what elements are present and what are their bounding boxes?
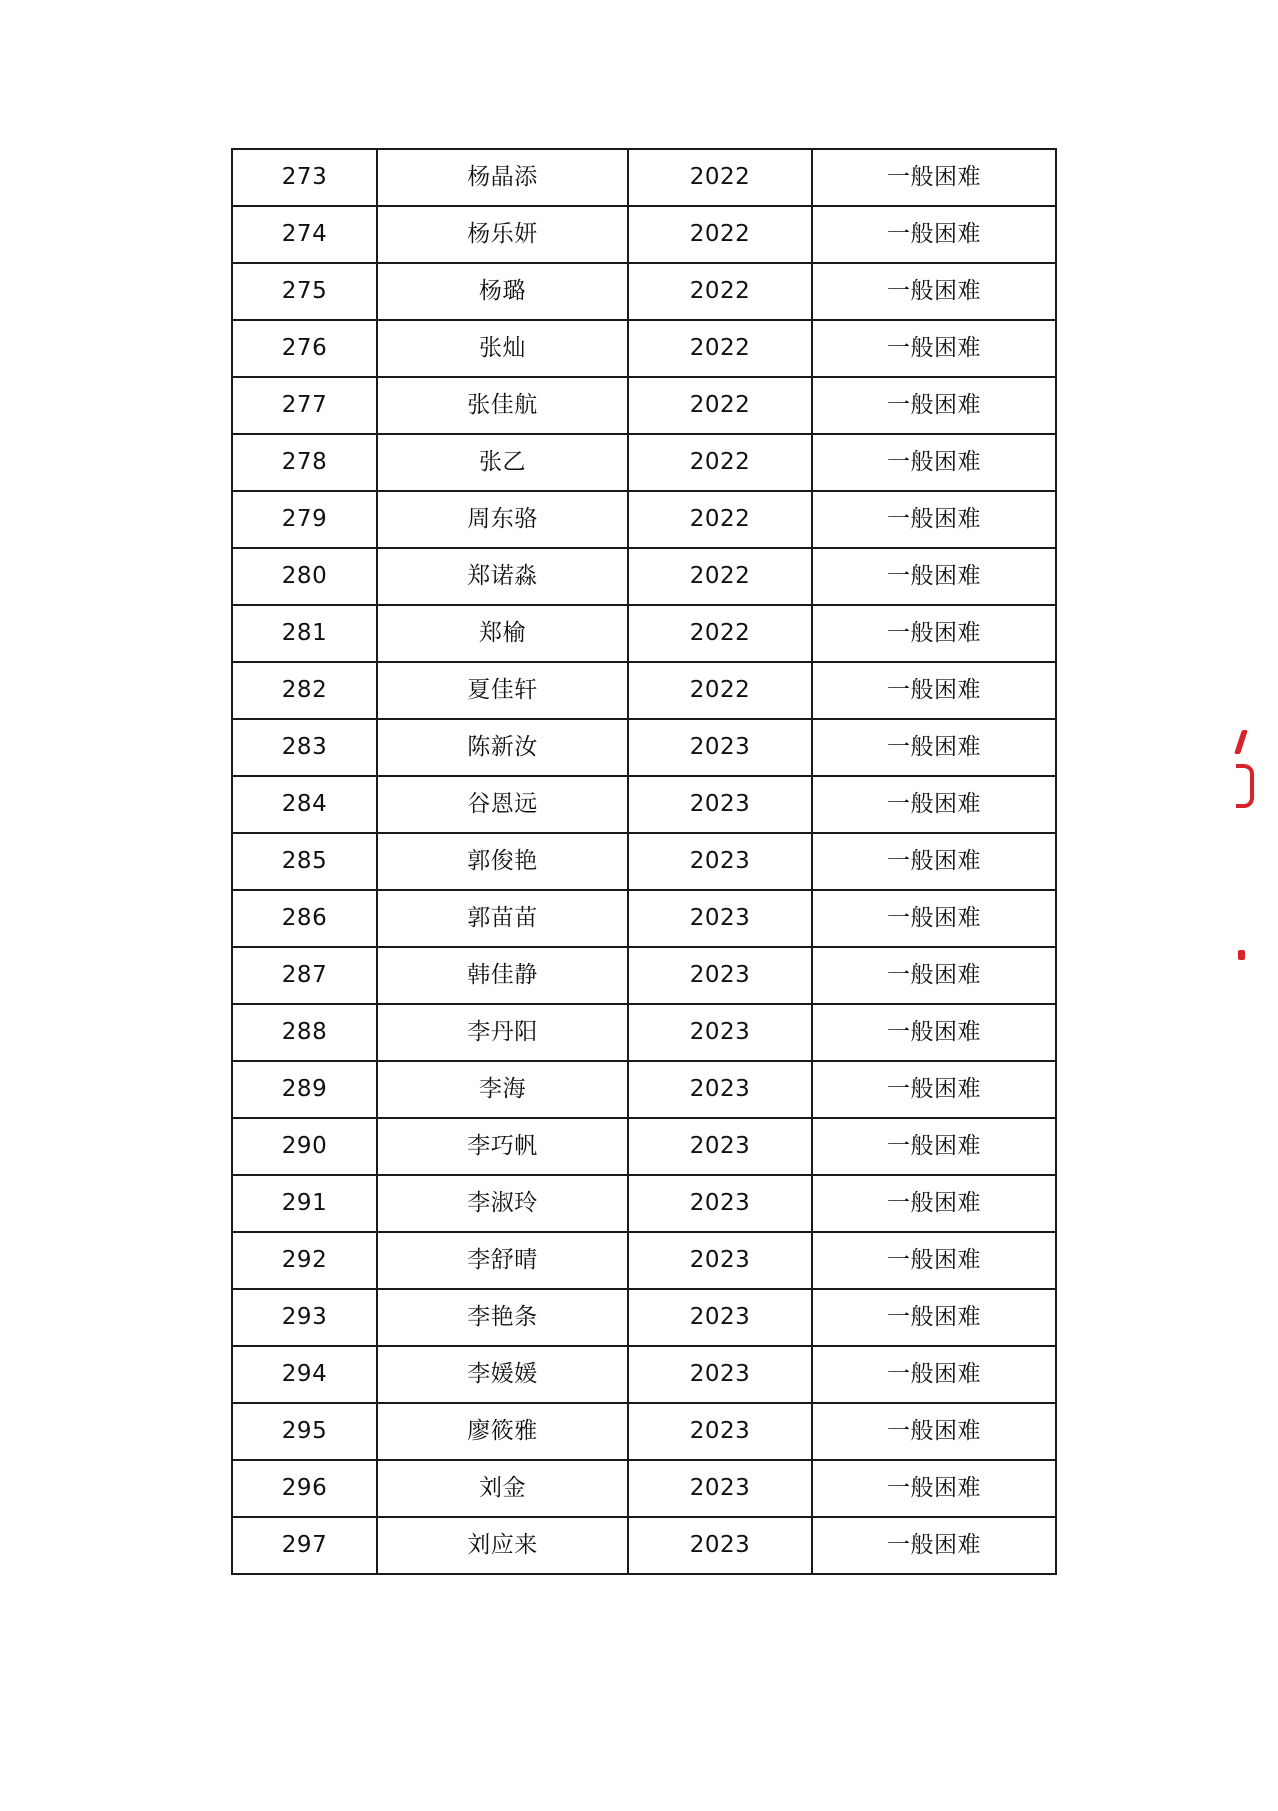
table-row [232, 434, 1056, 491]
student-name-cell: 张灿 [377, 320, 628, 377]
student-name-cell: 韩佳静 [377, 947, 628, 1004]
year-cell: 2022 [628, 206, 812, 263]
difficulty-level-cell: 一般困难 [812, 1232, 1056, 1289]
row-number-cell: 273 [232, 149, 377, 206]
student-name-cell: 李媛媛 [377, 1346, 628, 1403]
row-number-cell: 281 [232, 605, 377, 662]
table-row [232, 947, 1056, 1004]
student-name-cell: 张乙 [377, 434, 628, 491]
table-row [232, 149, 1056, 206]
year-cell: 2022 [628, 491, 812, 548]
seal-stroke [1234, 730, 1248, 754]
row-number-cell: 283 [232, 719, 377, 776]
year-cell: 2023 [628, 1232, 812, 1289]
table-row [232, 833, 1056, 890]
difficulty-level-cell: 一般困难 [812, 947, 1056, 1004]
difficulty-level-cell: 一般困难 [812, 833, 1056, 890]
table-row [232, 1004, 1056, 1061]
table-row [232, 719, 1056, 776]
student-name-cell: 廖筱雅 [377, 1403, 628, 1460]
row-number-cell: 285 [232, 833, 377, 890]
year-cell: 2022 [628, 263, 812, 320]
table-row [232, 491, 1056, 548]
year-cell: 2023 [628, 947, 812, 1004]
table-row [232, 662, 1056, 719]
student-name-cell: 杨乐妍 [377, 206, 628, 263]
student-name-cell: 李艳条 [377, 1289, 628, 1346]
year-cell: 2023 [628, 1175, 812, 1232]
student-name-cell: 李丹阳 [377, 1004, 628, 1061]
difficulty-level-cell: 一般困难 [812, 1517, 1056, 1574]
year-cell: 2022 [628, 320, 812, 377]
row-number-cell: 278 [232, 434, 377, 491]
table-row [232, 1346, 1056, 1403]
seal-stroke [1236, 764, 1254, 808]
row-number-cell: 290 [232, 1118, 377, 1175]
difficulty-level-cell: 一般困难 [812, 1004, 1056, 1061]
student-name-cell: 李淑玲 [377, 1175, 628, 1232]
row-number-cell: 282 [232, 662, 377, 719]
year-cell: 2022 [628, 662, 812, 719]
difficulty-level-cell: 一般困难 [812, 662, 1056, 719]
difficulty-level-cell: 一般困难 [812, 1175, 1056, 1232]
red-seal-fragment [1228, 730, 1278, 980]
table-row [232, 1403, 1056, 1460]
difficulty-level-cell: 一般困难 [812, 605, 1056, 662]
student-name-cell: 郑诺淼 [377, 548, 628, 605]
row-number-cell: 284 [232, 776, 377, 833]
year-cell: 2023 [628, 1289, 812, 1346]
table-row [232, 890, 1056, 947]
year-cell: 2023 [628, 1460, 812, 1517]
difficulty-level-cell: 一般困难 [812, 434, 1056, 491]
table-body [232, 149, 1056, 1574]
year-cell: 2023 [628, 833, 812, 890]
year-cell: 2023 [628, 719, 812, 776]
year-cell: 2022 [628, 548, 812, 605]
row-number-cell: 277 [232, 377, 377, 434]
year-cell: 2023 [628, 1004, 812, 1061]
difficulty-level-cell: 一般困难 [812, 263, 1056, 320]
row-number-cell: 274 [232, 206, 377, 263]
row-number-cell: 289 [232, 1061, 377, 1118]
table-row [232, 1460, 1056, 1517]
student-name-cell: 谷恩远 [377, 776, 628, 833]
table-row [232, 1517, 1056, 1574]
difficulty-level-cell: 一般困难 [812, 1118, 1056, 1175]
student-name-cell: 郭苗苗 [377, 890, 628, 947]
table-row [232, 1232, 1056, 1289]
student-name-cell: 陈新汝 [377, 719, 628, 776]
difficulty-level-cell: 一般困难 [812, 776, 1056, 833]
difficulty-level-cell: 一般困难 [812, 1403, 1056, 1460]
year-cell: 2023 [628, 776, 812, 833]
student-name-cell: 杨璐 [377, 263, 628, 320]
year-cell: 2022 [628, 377, 812, 434]
year-cell: 2023 [628, 890, 812, 947]
row-number-cell: 297 [232, 1517, 377, 1574]
table-row [232, 263, 1056, 320]
difficulty-level-cell: 一般困难 [812, 719, 1056, 776]
student-list-table [231, 148, 1057, 1575]
row-number-cell: 295 [232, 1403, 377, 1460]
difficulty-level-cell: 一般困难 [812, 1061, 1056, 1118]
student-name-cell: 夏佳轩 [377, 662, 628, 719]
student-name-cell: 周东骆 [377, 491, 628, 548]
row-number-cell: 279 [232, 491, 377, 548]
table-row [232, 548, 1056, 605]
difficulty-level-cell: 一般困难 [812, 149, 1056, 206]
row-number-cell: 294 [232, 1346, 377, 1403]
student-name-cell: 郭俊艳 [377, 833, 628, 890]
row-number-cell: 292 [232, 1232, 377, 1289]
student-name-cell: 刘应来 [377, 1517, 628, 1574]
difficulty-level-cell: 一般困难 [812, 548, 1056, 605]
year-cell: 2023 [628, 1517, 812, 1574]
difficulty-level-cell: 一般困难 [812, 320, 1056, 377]
year-cell: 2023 [628, 1403, 812, 1460]
row-number-cell: 288 [232, 1004, 377, 1061]
difficulty-level-cell: 一般困难 [812, 1460, 1056, 1517]
table-row [232, 1175, 1056, 1232]
student-name-cell: 李舒晴 [377, 1232, 628, 1289]
difficulty-level-cell: 一般困难 [812, 890, 1056, 947]
year-cell: 2022 [628, 434, 812, 491]
row-number-cell: 287 [232, 947, 377, 1004]
row-number-cell: 291 [232, 1175, 377, 1232]
student-name-cell: 张佳航 [377, 377, 628, 434]
student-name-cell: 郑榆 [377, 605, 628, 662]
difficulty-level-cell: 一般困难 [812, 491, 1056, 548]
table-row [232, 206, 1056, 263]
table-row [232, 377, 1056, 434]
year-cell: 2023 [628, 1061, 812, 1118]
row-number-cell: 275 [232, 263, 377, 320]
row-number-cell: 280 [232, 548, 377, 605]
table-row [232, 1061, 1056, 1118]
student-name-cell: 李巧帆 [377, 1118, 628, 1175]
table-row [232, 605, 1056, 662]
row-number-cell: 286 [232, 890, 377, 947]
table-row [232, 776, 1056, 833]
year-cell: 2023 [628, 1346, 812, 1403]
table-row [232, 320, 1056, 377]
table-row [232, 1289, 1056, 1346]
seal-stroke [1238, 950, 1245, 960]
difficulty-level-cell: 一般困难 [812, 377, 1056, 434]
year-cell: 2022 [628, 605, 812, 662]
year-cell: 2023 [628, 1118, 812, 1175]
difficulty-level-cell: 一般困难 [812, 1346, 1056, 1403]
row-number-cell: 296 [232, 1460, 377, 1517]
row-number-cell: 276 [232, 320, 377, 377]
student-name-cell: 杨晶添 [377, 149, 628, 206]
student-name-cell: 李海 [377, 1061, 628, 1118]
student-name-cell: 刘金 [377, 1460, 628, 1517]
table-row [232, 1118, 1056, 1175]
difficulty-level-cell: 一般困难 [812, 1289, 1056, 1346]
difficulty-level-cell: 一般困难 [812, 206, 1056, 263]
row-number-cell: 293 [232, 1289, 377, 1346]
year-cell: 2022 [628, 149, 812, 206]
